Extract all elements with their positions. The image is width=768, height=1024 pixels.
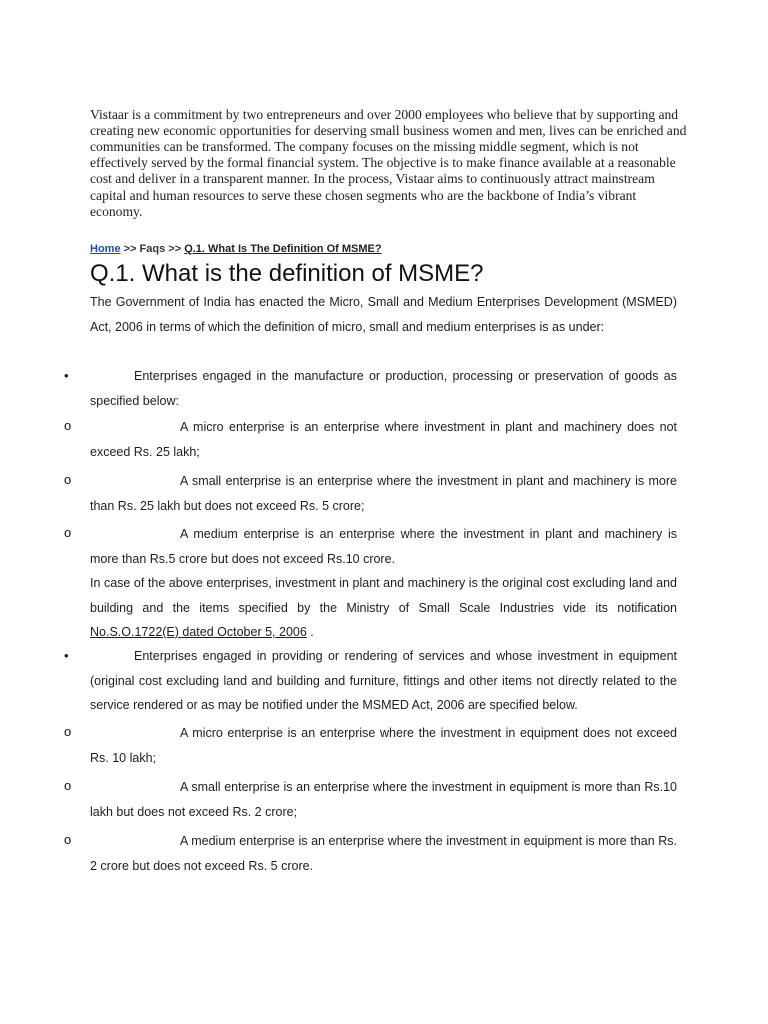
breadcrumb	[90, 243, 382, 255]
manufacturing-intro	[90, 364, 677, 413]
sub-bullet-marker: o	[64, 472, 72, 487]
manufacturing-item	[90, 522, 677, 571]
bullet-marker: •	[64, 368, 69, 383]
services-item	[90, 775, 677, 824]
manufacturing-note-end: .	[306, 625, 314, 639]
manufacturing-intro-text: Enterprises engaged in the manufacture or production, processing or preservation of goods as specified below:	[90, 369, 677, 408]
sub-bullet-marker: o	[64, 724, 72, 739]
sub-bullet-marker: o	[64, 525, 72, 540]
sub-bullet-marker: o	[64, 418, 72, 433]
manufacturing-item-text: A medium enterprise is an enterprise where the investment in plant and machinery is more than Rs.5 crore but does not exceed Rs.10 crore.	[90, 527, 677, 566]
services-intro-text: Enterprises engaged in providing or rendering of services and whose investment in equipment (original cost excluding land and building and furniture, fittings and other items not directly related to the service rendered or as may be notified under the MSMED Act, 2006 are specified below.	[90, 649, 677, 712]
services-item-text: A medium enterprise is an enterprise where the investment in equipment is more than Rs. 2 crore but does not exceed Rs. 5 crore.	[90, 834, 677, 873]
manufacturing-item	[90, 469, 677, 518]
page-title: Q.1. What is the definition of MSME?	[90, 260, 484, 287]
lead-paragraph: The Government of India has enacted the Micro, Small and Medium Enterprises Development (MSMED) Act, 2006 in terms of which the definition of micro, small and medium enterprises is as under:	[90, 295, 677, 334]
sub-bullet-marker: o	[64, 778, 72, 793]
manufacturing-item-text: A small enterprise is an enterprise where the investment in plant and machinery is more than Rs. 25 lakh but does not exceed Rs. 5 crore;	[90, 474, 677, 513]
services-item-text: A small enterprise is an enterprise where the investment in equipment is more than Rs.10 lakh but does not exceed Rs. 2 crore;	[90, 780, 677, 819]
bullet-marker: •	[64, 648, 69, 663]
breadcrumb-separator: >>	[120, 243, 140, 255]
notification-link[interactable]: No.S.O.1722(E) dated October 5, 2006	[90, 625, 307, 639]
breadcrumb-separator: >>	[165, 243, 185, 255]
services-item	[90, 829, 677, 878]
manufacturing-note-text: In case of the above enterprises, investment in plant and machinery is the original cost excluding land and building and the items specified by the Ministry of Small Scale Industries vide its notification	[90, 576, 677, 615]
sub-bullet-marker: o	[64, 832, 72, 847]
services-intro	[90, 644, 677, 718]
breadcrumb-current-link[interactable]: Q.1. What Is The Definition Of MSME?	[184, 243, 382, 255]
intro-paragraph: Vistaar is a commitment by two entrepreneurs and over 2000 employees who believe that by supporting and creating new economic opportunities for deserving small business women and men, lives can be enriched and communities can be transformed. The company focuses on the missing middle segment, which is not effectively served by the formal financial system. The objective is to make finance available at a reasonable cost and deliver in a transparent manner. In the process, Vistaar aims to continuously attract mainstream capital and human resources to serve these chosen segments who are the backbone of India’s vibrant economy.	[90, 106, 687, 219]
breadcrumb-home-link[interactable]: Home	[90, 243, 121, 255]
breadcrumb-faqs: Faqs	[139, 243, 166, 255]
services-item	[90, 721, 677, 770]
manufacturing-note	[90, 571, 677, 645]
services-item-text: A micro enterprise is an enterprise where the investment in equipment does not exceed Rs. 10 lakh;	[90, 726, 677, 765]
manufacturing-item	[90, 415, 677, 464]
manufacturing-item-text: A micro enterprise is an enterprise where investment in plant and machinery does not exceed Rs. 25 lakh;	[90, 420, 677, 459]
